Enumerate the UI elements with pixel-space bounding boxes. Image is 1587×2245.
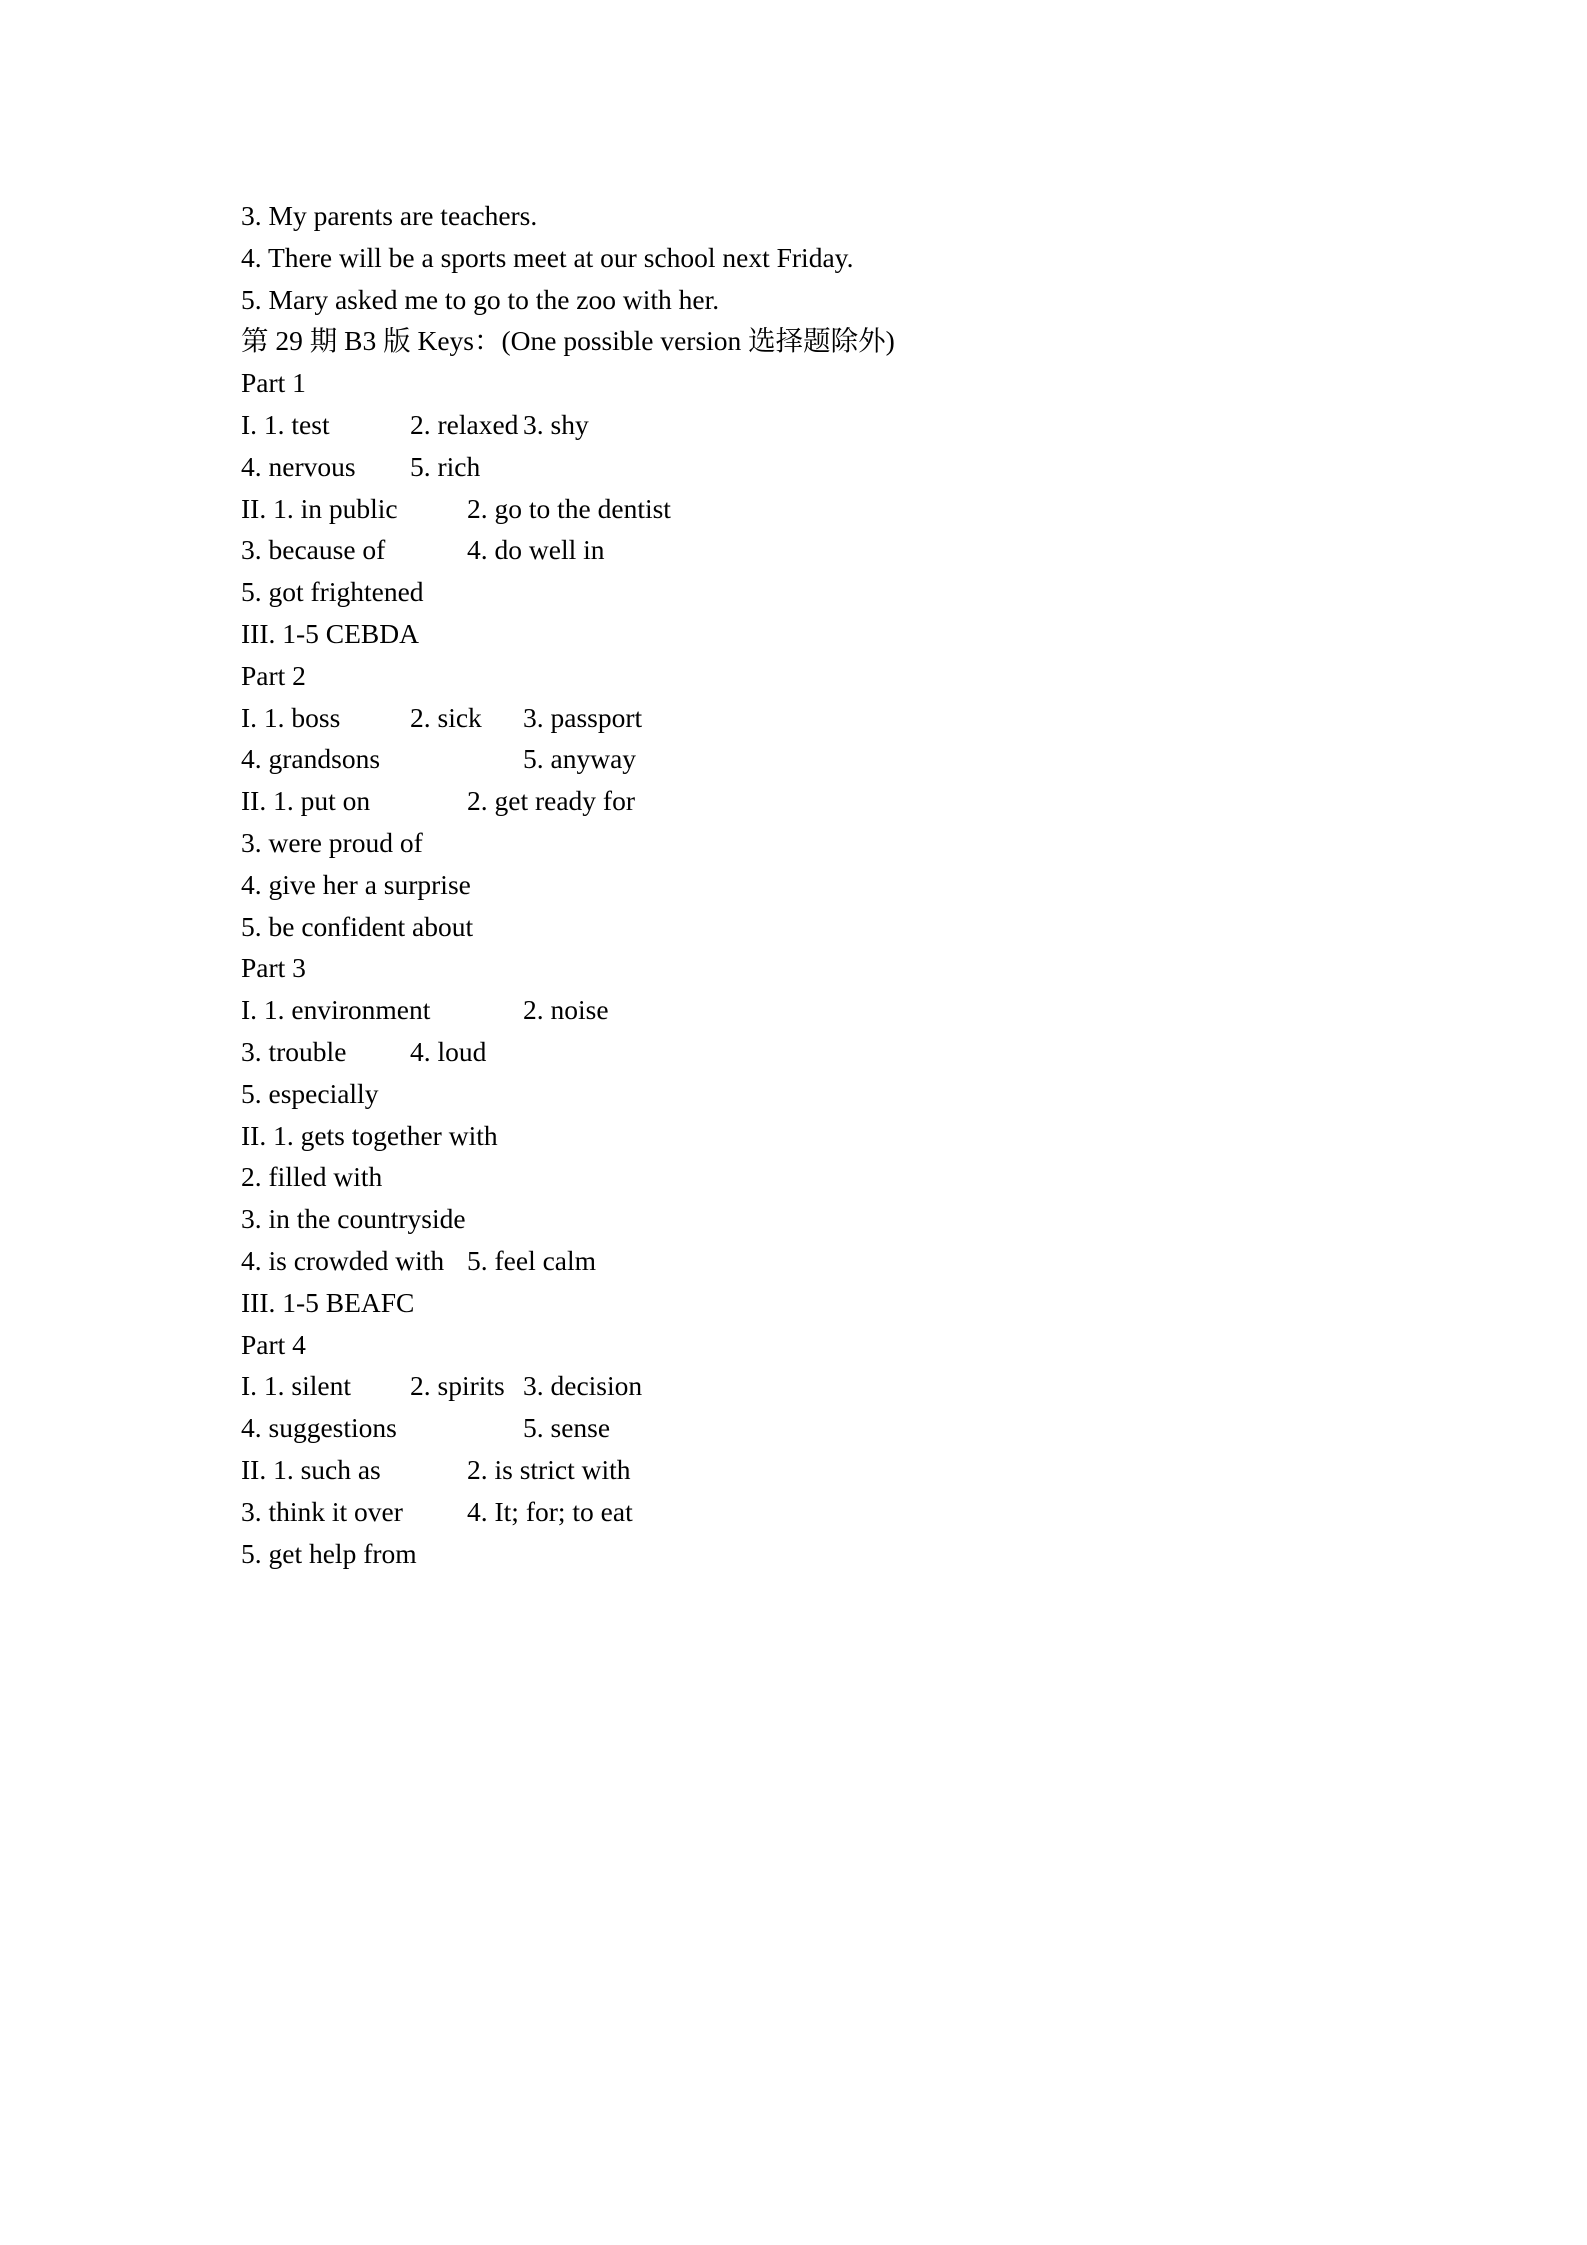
answer-item: 3. because of [241,534,386,566]
answer-item: 5. sense [523,1412,611,1444]
text-line [241,864,1391,906]
text-line [241,1324,1391,1366]
answer-item: 5. be confident about [241,910,474,942]
text-line [241,738,1391,780]
answer-item: 2. relaxed [410,408,519,440]
text-line [241,571,1391,613]
answer-item: I. 1. boss [241,701,341,733]
text-line [241,488,1391,530]
text-line [241,1073,1391,1115]
sentence-5: 5. Mary asked me to go to the zoo with her. [241,283,720,315]
text-line [241,237,1391,279]
answer-item: 4. nervous [241,450,356,482]
answer-item: 3. in the countryside [241,1203,466,1235]
answer-item: 3. shy [523,408,589,440]
answer-item: 2. filled with [241,1161,383,1193]
answer-item: 5. feel calm [467,1244,597,1276]
text-line [241,1031,1391,1073]
text-line [241,1533,1391,1575]
answer-item: 2. is strict with [467,1453,631,1485]
text-line [241,1156,1391,1198]
answer-item: 3. trouble [241,1035,347,1067]
answer-item: III. 1-5 CEBDA [241,617,419,649]
text-line [241,446,1391,488]
text-line [241,320,1391,362]
answer-item: 3. decision [523,1370,643,1402]
answer-item: 5. especially [241,1077,379,1109]
text-line [241,1198,1391,1240]
text-line [241,1449,1391,1491]
keys-heading: 第 29 期 B3 版 Keys：(One possible version 选择题除外) [241,325,895,357]
answer-item: 4. suggestions [241,1412,397,1444]
answer-item: II. 1. gets together with [241,1119,498,1151]
text-line [241,529,1391,571]
text-line [241,613,1391,655]
text-line [241,1115,1391,1157]
answer-item: I. 1. silent [241,1370,351,1402]
text-line [241,780,1391,822]
text-line [241,1491,1391,1533]
answer-item: 2. get ready for [467,785,635,817]
text-line [241,195,1391,237]
answer-item: I. 1. environment [241,994,431,1026]
answer-item: 4. is crowded with [241,1244,445,1276]
text-line [241,906,1391,948]
answer-item: 2. noise [523,994,609,1026]
answer-item: 5. get help from [241,1537,417,1569]
answer-item: 5. rich [410,450,481,482]
answer-key-document [241,195,1391,1574]
answer-item: 5. got frightened [241,576,424,608]
answer-item: II. 1. put on [241,785,371,817]
answer-item: 3. passport [523,701,643,733]
text-line [241,947,1391,989]
answer-item: 2. spirits [410,1370,505,1402]
answer-item: II. 1. such as [241,1453,381,1485]
text-line [241,1407,1391,1449]
answer-item: 2. sick [410,701,482,733]
answer-item: 5. anyway [523,743,637,775]
sentence-4: 4. There will be a sports meet at our school next Friday. [241,241,854,273]
text-line [241,362,1391,404]
answer-item: I. 1. test [241,408,330,440]
answer-item: 2. go to the dentist [467,492,671,524]
text-line [241,1365,1391,1407]
part-2-heading: Part 2 [241,659,306,691]
text-line [241,989,1391,1031]
answer-item: 4. loud [410,1035,487,1067]
part-4-heading: Part 4 [241,1328,306,1360]
answer-item: 3. were proud of [241,826,423,858]
text-line [241,404,1391,446]
text-line [241,279,1391,321]
part-1-heading: Part 1 [241,367,306,399]
sentence-3: 3. My parents are teachers. [241,200,538,231]
answer-item: II. 1. in public [241,492,398,524]
answer-item: 4. give her a surprise [241,868,471,900]
text-line [241,822,1391,864]
answer-item: 3. think it over [241,1495,403,1527]
answer-item: 4. It; for; to eat [467,1495,633,1527]
text-line [241,697,1391,739]
answer-item: 4. do well in [467,534,605,566]
text-line [241,1240,1391,1282]
part-3-heading: Part 3 [241,952,306,984]
text-line [241,1282,1391,1324]
text-line [241,655,1391,697]
answer-item: III. 1-5 BEAFC [241,1286,415,1318]
answer-item: 4. grandsons [241,743,381,775]
